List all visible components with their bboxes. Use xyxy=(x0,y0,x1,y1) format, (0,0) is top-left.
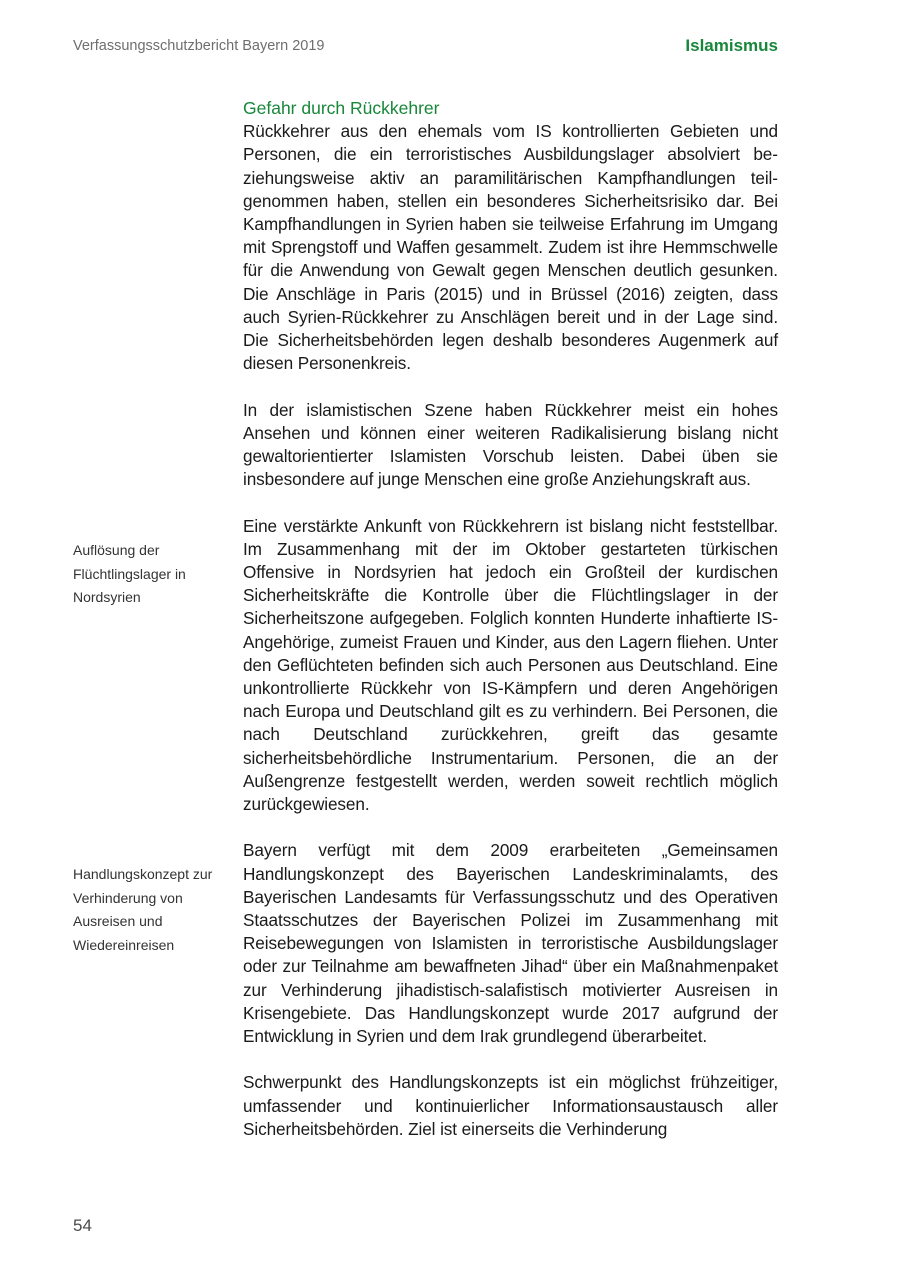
sidenote-action-concept: Handlungskonzept zur Verhinderung von Ausreisen und Wiedereinreisen xyxy=(73,866,213,953)
paragraph-concept-focus: Schwerpunkt des Handlungskonzepts ist ein möglichst frühzeitiger, umfassender und kontinuierlicher Informationsaustausch aller Sicherheitsbehörden. Ziel ist einerseits die Verhinderung xyxy=(243,1072,778,1139)
paragraph-action-concept: Bayern verfügt mit dem 2009 erarbeiteten „Gemeinsamen Handlungskonzept des Bayerischen Landeskriminalamts, des Bayerischen Landesamts für Verfassungsschutz und des Operativen Staatsschutzes der Bayerischen Polizei im Zusammenhang mit Reisebewegungen von Islamisten in terroristische Ausbildungslager oder zur Teilnahme am bewaffneten Jihad“ über ein Maßnahmenpaket zur Verhinderung jihadistisch-salafistisch motivierter Ausreisen in Krisengebiete. Das Handlungskonzept wurde 2017 aufgrund der Entwicklung in Syrien und dem Irak grundlegend überarbeitet. xyxy=(243,840,778,1047)
paragraph-returnees-risk: Rückkehrer aus den ehemals vom IS kontrollierten Gebieten und Personen, die ein terroristisches Ausbildungslager absolviert beziehungsweise aktiv an paramilitärischen Kampfhandlungen teilgenommen haben, stellen ein besonderes Sicherheitsrisiko dar. Bei Kampfhandlungen in Syrien haben sie teilweise Erfahrung im Umgang mit Sprengstoff und Waffen gesammelt. Zudem ist ihre Hemmschwelle für die Anwendung von Gewalt gegen Menschen deutlich gesunken. Die Anschläge in Paris (2015) und in Brüssel (2016) zeigten, dass auch Syrien-Rückkehrer zu Anschlägen bereit und in der Lage sind. Die Sicherheitsbehörden legen deshalb besonderes Augenmerk auf diesen Personenkreis. xyxy=(243,121,778,374)
sidenote-refugee-camps: Auflösung der Flüchtlingslager in Nordsyrien xyxy=(73,542,186,605)
section-heading: Gefahr durch Rückkehrer xyxy=(243,98,440,118)
paragraph-camp-dissolution: Eine verstärkte Ankunft von Rückkehrern ist bislang nicht feststellbar. Im Zusammenhang mit der im Oktober gestarteten türkischen Offensive in Nordsyrien hat jedoch ein Großteil der kurdischen Sicherheitskräfte die Kontrolle über die Flüchtlingslager in der Sicherheitszone aufgegeben. Folglich konnten Hunderte inhaftierte IS-Angehörige, zumeist Frauen und Kinder, aus den Lagern fliehen. Unter den Geflüchteten befinden sich auch Personen aus Deutschland. Eine unkontrollierte Rückkehr von IS-Kämpfern und deren Angehörigen nach Europa und Deutschland gilt es zu verhindern. Bei Personen, die nach Deutschland zurückkehren, greift das gesamte sicherheitsbehördliche Instrumentarium. Personen, die an der Außengrenze festgestellt werden, werden soweit rechtlich möglich zurückgewiesen. xyxy=(243,515,778,815)
page-number: 54 xyxy=(73,1216,92,1235)
main-text-column xyxy=(243,97,778,1164)
paragraph-returnees-scene: In der islamistischen Szene haben Rückkehrer meist ein hohes Ansehen und können einer weiteren Radikalisierung bislang nicht gewaltorientierter Islamisten Vorschub leisten. Dabei üben sie insbesondere auf junge Menschen eine große Anziehungskraft aus. xyxy=(243,399,778,490)
section-title: Islamismus xyxy=(685,36,778,55)
running-head: Verfassungsschutzbericht Bayern 2019 xyxy=(73,38,325,54)
